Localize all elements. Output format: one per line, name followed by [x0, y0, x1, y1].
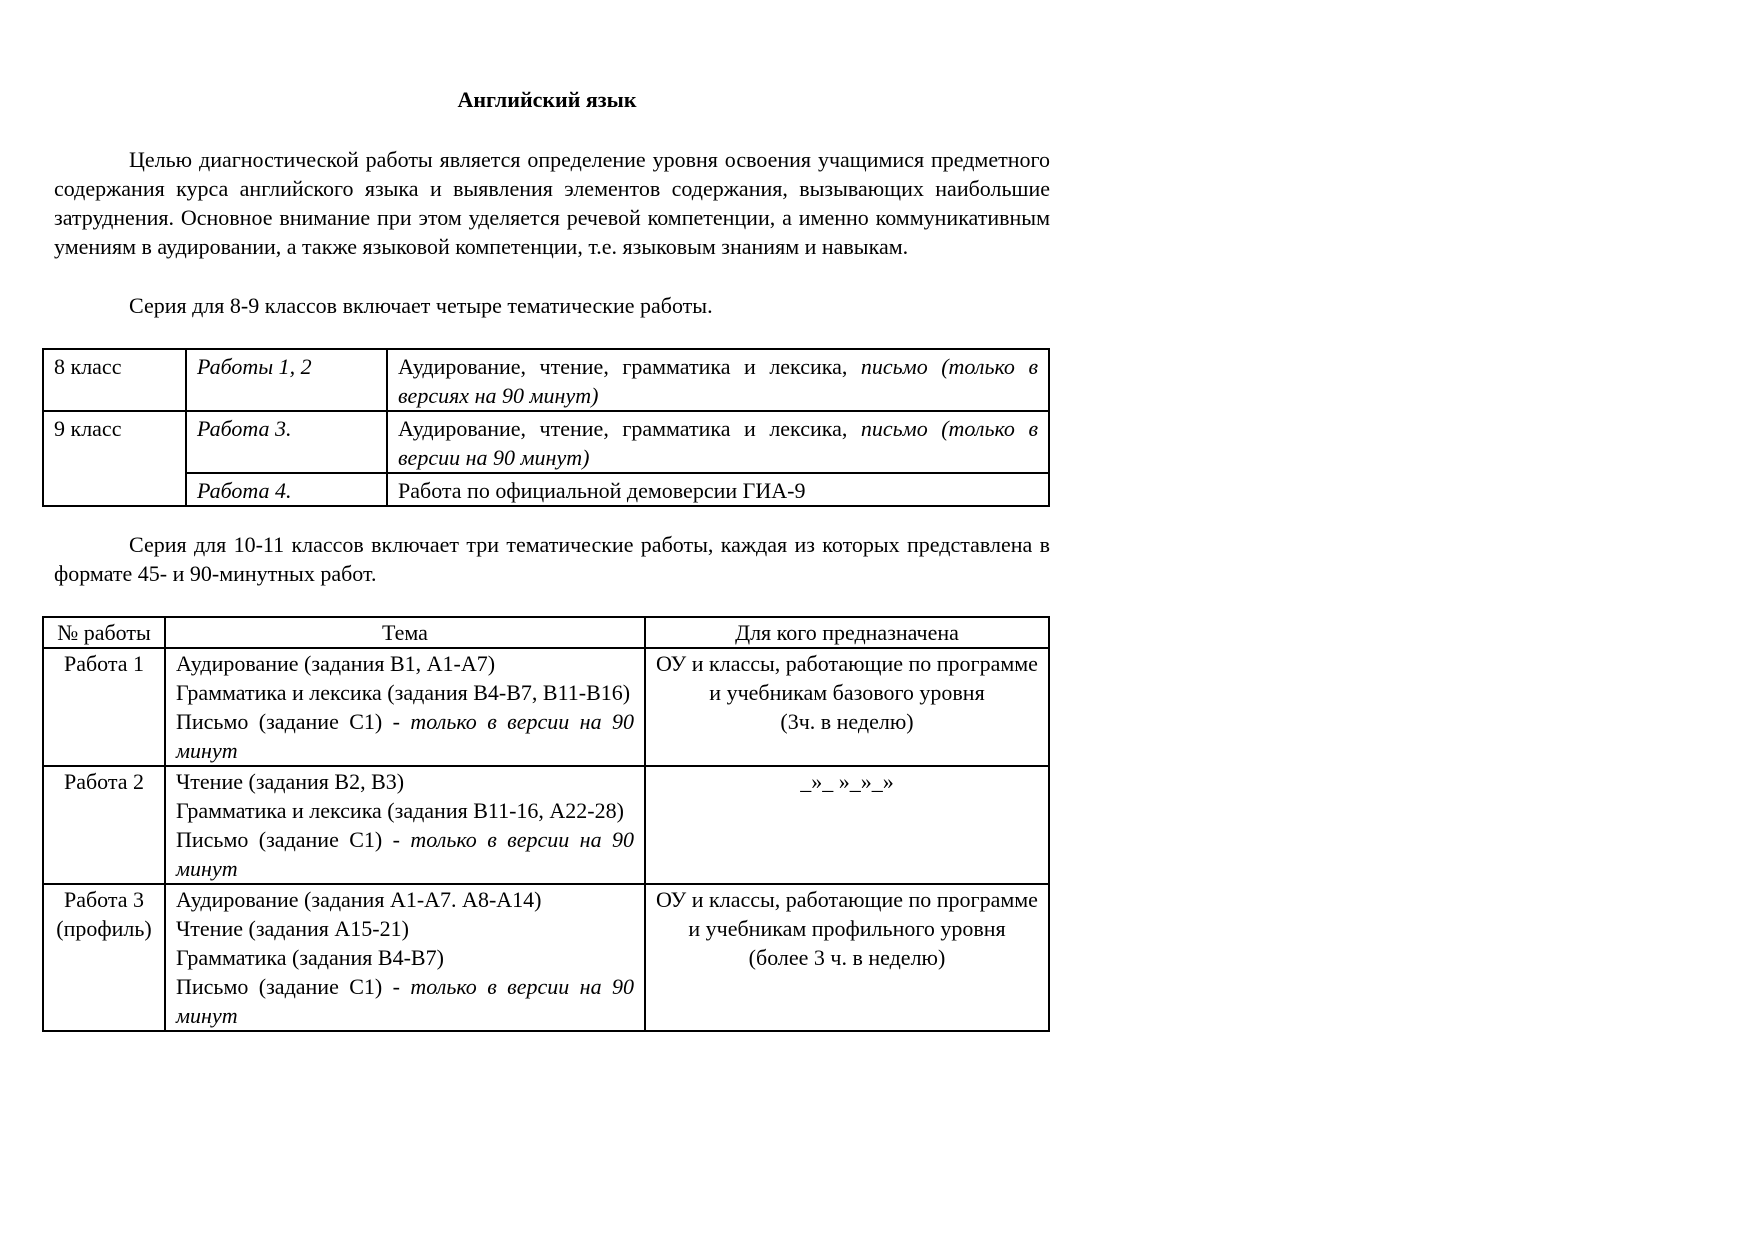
topic-line: Грамматика (задания В4-В7): [176, 945, 444, 970]
work-number-cell: [43, 766, 165, 884]
table-row: [43, 648, 1049, 766]
writing-line: [176, 825, 634, 883]
writing-text: Письмо (задание С1) -: [176, 827, 411, 852]
work-profile-label: (профиль): [56, 916, 152, 941]
content-cell: Работа по официальной демоверсии ГИА-9: [387, 473, 1049, 506]
content-text: Аудирование, чтение, грамматика и лексика,: [398, 354, 861, 379]
table-row: [43, 411, 1049, 473]
audience-cell: [645, 884, 1049, 1031]
grade-cell: 8 класс: [43, 349, 186, 411]
topic-cell: [165, 884, 645, 1031]
topic-line: Аудирование (задания А1-А7. А8-А14): [176, 887, 542, 912]
table-row: [43, 349, 1049, 411]
content-italic-text: письмо (только в версии на 90 минут): [398, 416, 1038, 470]
content-italic-text: письмо (только в версиях на 90 минут): [398, 354, 1038, 408]
work-number: Работа 2: [63, 769, 145, 794]
audience-hours: (3ч. в неделю): [780, 709, 914, 734]
topic-line: Грамматика и лексика (задания В4-В7, В11-В16): [176, 680, 631, 705]
topic-cell: [165, 766, 645, 884]
series-10-11-paragraph: Серия для 10-11 классов включает три тематические работы, каждая из которых представлена в формате 45- и 90-минутных работ.: [54, 532, 1050, 586]
work-number-cell: [43, 648, 165, 766]
table-row: [43, 884, 1049, 1031]
work-number: Работа 1: [63, 651, 145, 676]
intro-paragraph: Целью диагностической работы является определение уровня освоения учащимися предметного содержания курса английского языка и выявления элементов содержания, вызывающих наибольшие затруднения. Основное внимание при этом уделяется речевой компетенции, а именно коммуникативным умениям в аудировании, а также языковой компетенции, т.е. языковым знаниям и навыкам.: [54, 147, 1050, 259]
work-number-cell: [43, 884, 165, 1031]
audience-ditto: _»_ »_»_»: [800, 769, 894, 794]
page-title: Английский язык: [457, 87, 637, 112]
audience-cell: [645, 766, 1049, 884]
topic-line: Грамматика и лексика (задания В11-16, А22-28): [176, 798, 624, 823]
writing-italic-text: - только в версии на 90 минут: [176, 709, 634, 763]
writing-line: [176, 707, 634, 765]
content-cell: [387, 349, 1049, 411]
header-topic: Тема: [165, 617, 645, 648]
content-text: Аудирование, чтение, грамматика и лексика,: [398, 416, 861, 441]
table-row: [43, 766, 1049, 884]
header-audience: Для кого предназначена: [645, 617, 1049, 648]
grades-10-11-table: [42, 616, 1050, 1032]
table-header-row: [43, 617, 1049, 648]
topic-line: Чтение (задания В2, В3): [176, 769, 405, 794]
work-number: Работа 3: [63, 887, 145, 912]
audience-text: ОУ и классы, работающие по программе и учебникам профильного уровня: [656, 887, 1038, 941]
writing-text: Письмо (задание С1) -: [176, 974, 411, 999]
audience-hours: (более 3 ч. в неделю): [748, 945, 946, 970]
work-cell: Работы 1, 2: [186, 349, 387, 411]
grades-8-9-table: [42, 348, 1050, 507]
work-cell: Работа 4.: [186, 473, 387, 506]
audience-cell: [645, 648, 1049, 766]
writing-text: Письмо (задание С1): [176, 709, 393, 734]
writing-line: [176, 972, 634, 1030]
content-cell: [387, 411, 1049, 473]
table-row: [43, 473, 1049, 506]
topic-line: Аудирование (задания В1, А1-А7): [176, 651, 496, 676]
audience-text: ОУ и классы, работающие по программе и учебникам базового уровня: [656, 651, 1038, 705]
series-8-9-paragraph: Серия для 8-9 классов включает четыре тематические работы.: [129, 293, 713, 318]
topic-cell: [165, 648, 645, 766]
topic-line: Чтение (задания А15-21): [176, 916, 409, 941]
header-work-number: № работы: [43, 617, 165, 648]
work-cell: Работа 3.: [186, 411, 387, 473]
writing-italic-text: только в версии на 90 минут: [176, 827, 634, 881]
writing-italic-text: только в версии на 90 минут: [176, 974, 634, 1028]
grade-cell: 9 класс: [43, 411, 186, 506]
